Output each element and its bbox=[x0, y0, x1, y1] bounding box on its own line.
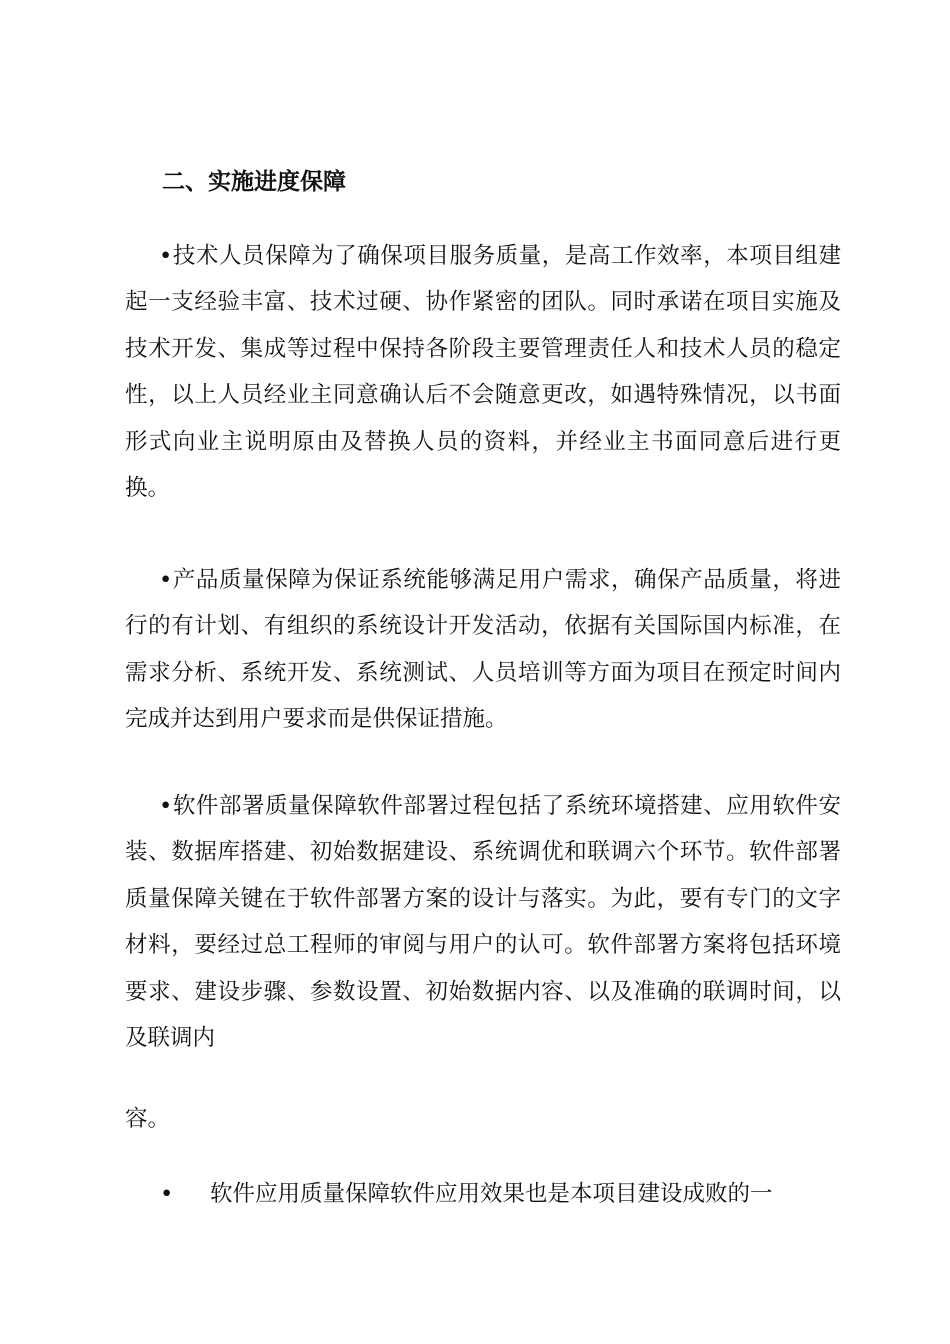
section-heading: 二、实施进度保障 bbox=[162, 169, 346, 195]
paragraph-technical-staff: •技术人员保障为了确保项目服务质量，是高工作效率，本项目组建起一支经验丰富、技术过硬、协作紧密的团队。同时承诺在项目实施及技术开发、集成等过程中保持各阶段主要管理责任人和技术人员的稳定性，以上人员经业主同意确认后不会随意更改，如遇特殊情况，以书面形式向业主说明原由及替换人员的资料，并经业主书面同意后进行更换。 bbox=[125, 243, 841, 502]
list-item-text: 软件应用质量保障软件应用效果也是本项目建设成败的一 bbox=[210, 1181, 773, 1207]
bullet-icon: • bbox=[160, 1181, 174, 1207]
paragraph-product-quality: •产品质量保障为保证系统能够满足用户需求，确保产品质量，将进行的有计划、有组织的系统设计开发活动，依据有关国际国内标准，在需求分析、系统开发、系统测试、人员培训等方面为项目在预定时间内完成并达到用户要求而是供保证措施。 bbox=[125, 567, 841, 733]
paragraph-deployment-quality: •软件部署质量保障软件部署过程包括了系统环境搭建、应用软件安装、数据库搭建、初始数据建设、系统调优和联调六个环节。软件部署质量保障关键在于软件部署方案的设计与落实。为此，要有专门的文字材料，要经过总工程师的审阅与用户的认可。软件部署方案将包括环境要求、建设步骤、参数设置、初始数据内容、以及准确的联调时间，以及联调内 bbox=[125, 793, 841, 1052]
paragraph-continuation: 容。 bbox=[125, 1106, 171, 1132]
